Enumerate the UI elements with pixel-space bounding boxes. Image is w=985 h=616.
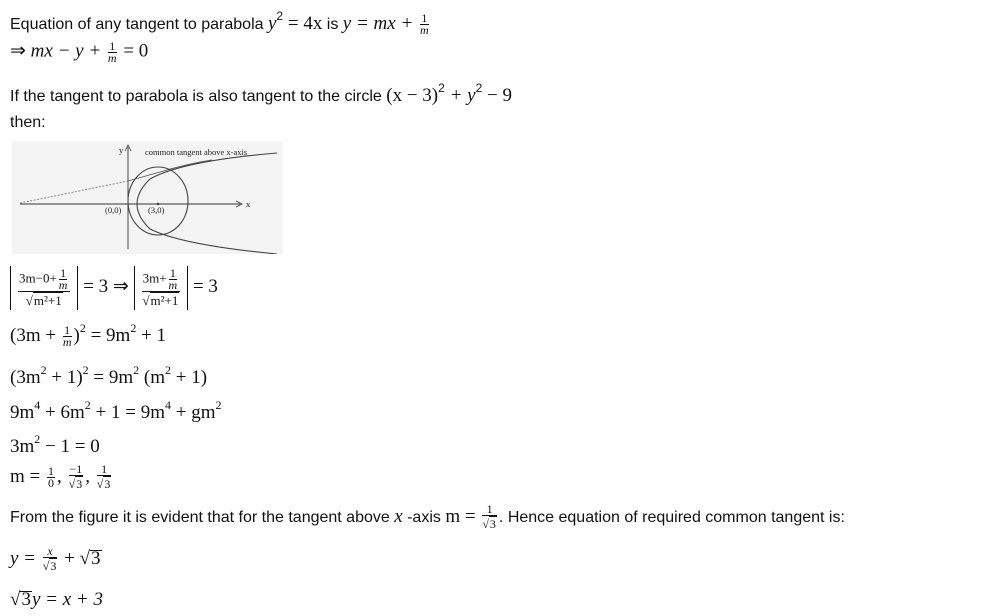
squared-equation-line: (3m + $\frac{1}{m}$ )$^2 = 9m^2 + 1$ bbox=[10, 321, 167, 350]
math: y bbox=[267, 13, 277, 34]
implies-arrow: ⇒ bbox=[10, 40, 31, 62]
tangent-equation-line bbox=[10, 6, 431, 36]
denominator: √m²+1 bbox=[142, 293, 179, 308]
m-values-line: m = $\frac{1}{0}$ , $\frac{-1}{√3}$ , $\frac{1}{√3}$ bbox=[10, 461, 111, 491]
conclusion-line: From the figure it is evident that for the tangent above x -axis m = $\frac{1}{√3}$ . Hence equation of required common tangent is: bbox=[10, 501, 845, 531]
absolute-value-a bbox=[10, 266, 78, 310]
text: If the tangent to parabola is also tangent to the circle bbox=[10, 88, 387, 105]
then-line: then: bbox=[10, 114, 46, 131]
tangent-result-line: y = $\frac{x}{√3}$ + √3 bbox=[10, 543, 101, 573]
math: = 3 bbox=[188, 276, 218, 298]
label-origin: (0,0) bbox=[105, 205, 122, 215]
fraction bbox=[142, 268, 181, 308]
text: is bbox=[322, 16, 343, 33]
fraction: $\frac{1}{√3}$ bbox=[482, 501, 496, 531]
fraction: $\frac{1}{√3}$ bbox=[96, 461, 111, 491]
fraction: $\frac{1}{m}$ bbox=[420, 11, 429, 38]
label-center: (3,0) bbox=[148, 205, 165, 215]
math: = 4x bbox=[283, 13, 323, 34]
math: − 9 bbox=[482, 85, 512, 106]
figure-svg bbox=[12, 141, 283, 254]
math: y = mx + bbox=[342, 13, 419, 34]
text: Equation of any tangent to parabola bbox=[10, 16, 268, 33]
absolute-value-b bbox=[134, 266, 189, 310]
label-x: x bbox=[246, 199, 251, 209]
math: mx − y + bbox=[30, 40, 106, 62]
exponent: 2 bbox=[276, 9, 284, 23]
exponent: 2 bbox=[438, 81, 445, 95]
polynomial-line: $9m^4 + 6m^2 + 1 = 9m^4 + gm^2$ bbox=[10, 398, 222, 423]
distance-condition-line bbox=[10, 266, 218, 310]
math: + y bbox=[444, 85, 476, 106]
label-y: y bbox=[119, 145, 124, 155]
fraction: $\frac{1}{0}$ bbox=[48, 464, 54, 491]
math: = 0 bbox=[118, 40, 149, 62]
numerator: 3m+ $\frac{1}{m}$ bbox=[142, 268, 181, 292]
final-equation-line: √3y = x + 3 bbox=[10, 589, 103, 610]
expanded-equation-line: $(3m^2 + 1)^2 = 9m^2$ $(m^2 + 1)$ bbox=[10, 363, 208, 388]
math: (x − 3) bbox=[386, 85, 439, 106]
numerator: 3m−0+ $\frac{1}{m}$ bbox=[18, 268, 70, 292]
fraction: $\frac{-1}{√3}$ bbox=[68, 461, 83, 491]
fraction: $\frac{1}{m}$ bbox=[107, 39, 117, 65]
label-common-tangent: common tangent above x-axis bbox=[145, 147, 248, 157]
math: = 3 ⇒ bbox=[78, 276, 134, 298]
parabola-circle-figure bbox=[12, 141, 283, 254]
circle-condition-line bbox=[10, 78, 512, 107]
tangent-line bbox=[20, 181, 128, 203]
fraction: $\frac{x}{√3}$ bbox=[42, 543, 57, 573]
fraction: $\frac{1}{m}$ bbox=[62, 323, 72, 350]
exponent: 2 bbox=[475, 81, 483, 95]
fraction bbox=[18, 268, 70, 308]
quadratic-line: $3m^2 - 1 = 0$ bbox=[10, 432, 100, 457]
rearranged-equation-line bbox=[10, 41, 148, 64]
denominator: √m²+1 bbox=[25, 293, 62, 308]
